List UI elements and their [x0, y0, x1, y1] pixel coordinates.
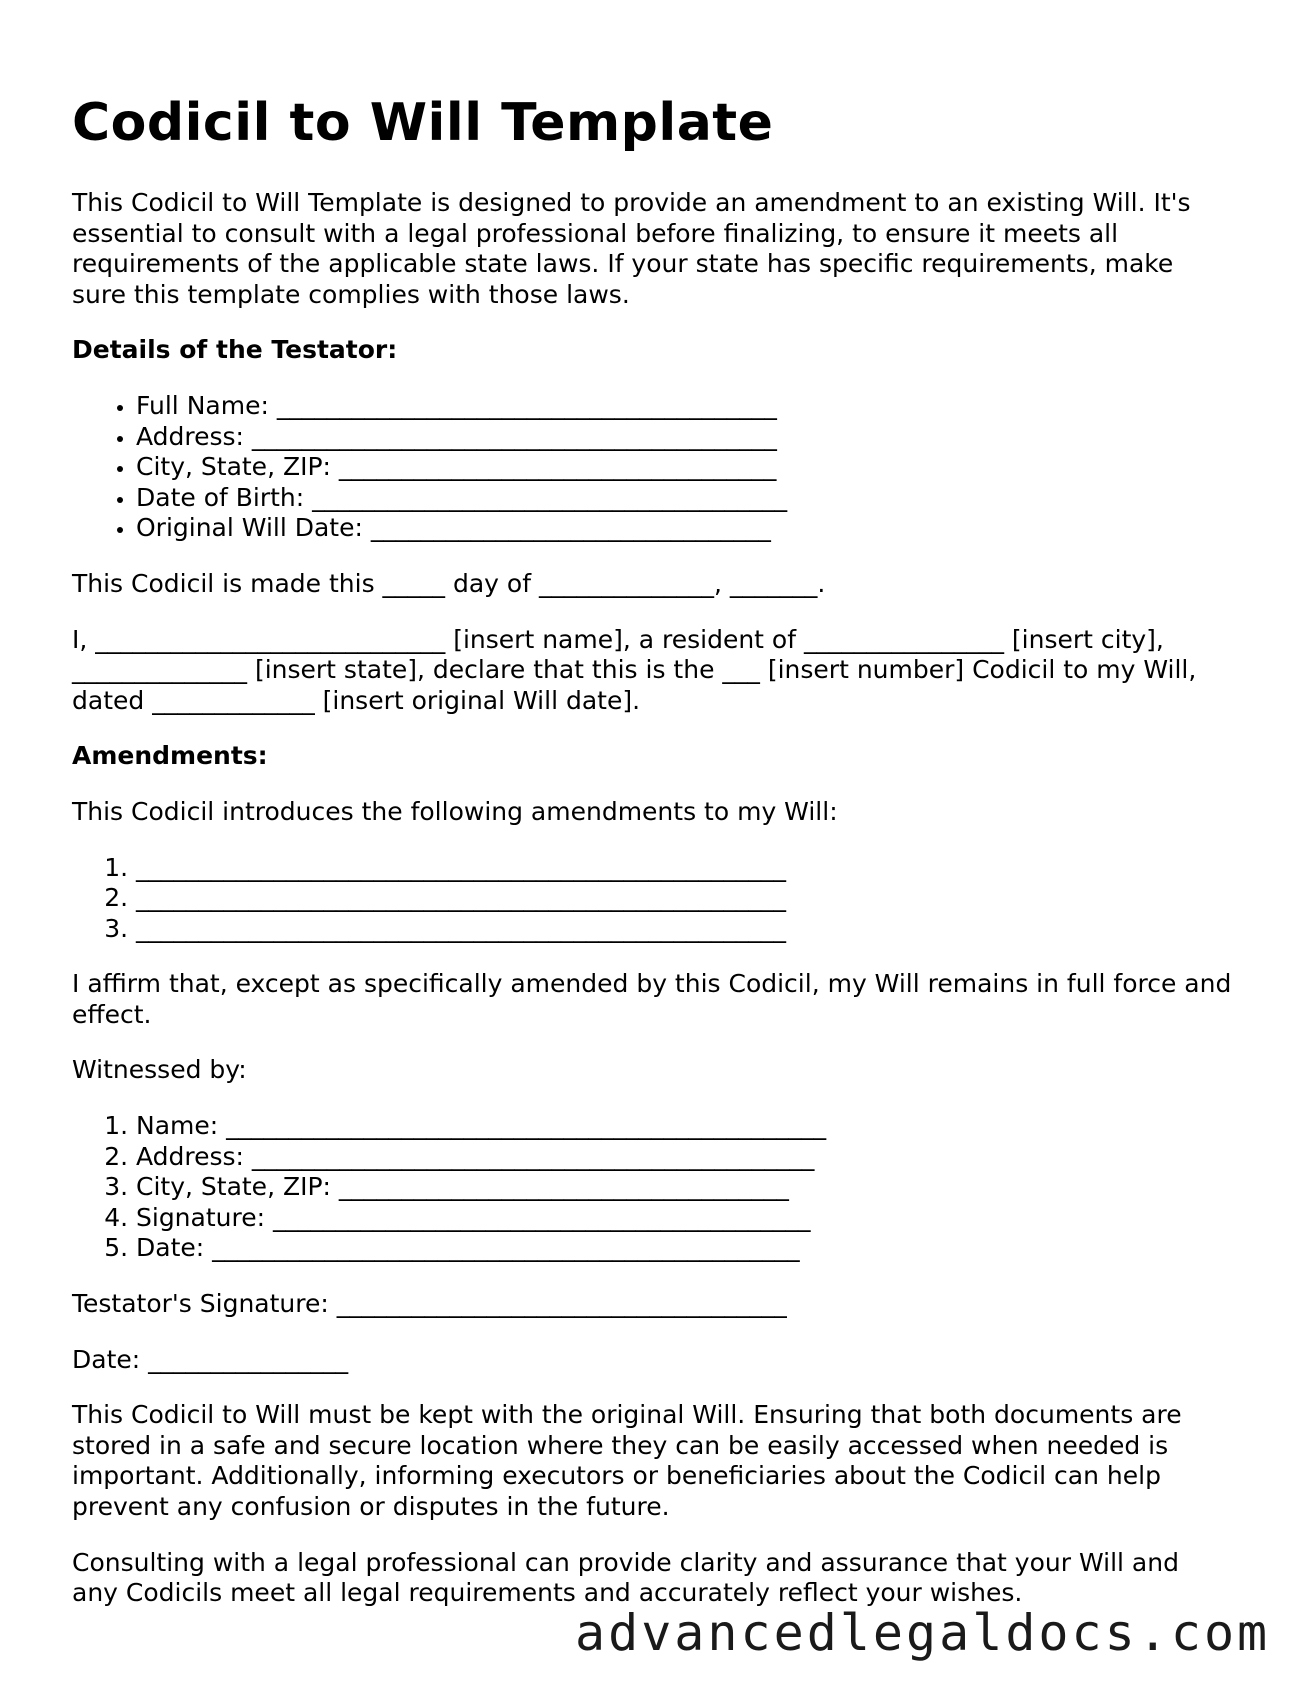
amendments-intro: This Codicil introduces the following amendments to my Will: [72, 796, 838, 826]
intro-paragraph: This Codicil to Will Template is designed to provide an amendment to an existing Will. It's essential to consult with a legal professional before finalizing, to ensure it meets all requirements of the applicable state laws. If your state has specific requirements, make sure this template complies with those laws. [72, 188, 1191, 309]
testator-details-list [72, 391, 1232, 544]
testator-address-field[interactable]: • Address: __________________________________________ [136, 422, 1232, 453]
testator-heading: Details of the Testator: [72, 335, 398, 365]
declaration-paragraph[interactable]: I, ____________________________ [insert name], a resident of ________________ [insert city], ______________ [insert state], declare that this is the ___ [insert number] Codicil to my Will, dated _____________ [insert original Will date]. [72, 624, 1197, 715]
witness-date-field[interactable]: 5. Date: _______________________________________________ [136, 1233, 1232, 1264]
testator-original-will-date-field[interactable]: • Original Will Date: ________________________________ [136, 513, 1232, 544]
testator-signature-line[interactable]: Testator's Signature: ____________________________________ [72, 1289, 787, 1319]
witness-name-field[interactable]: 1. Name: ________________________________________________ [136, 1111, 1232, 1142]
amendment-line[interactable]: 3. ____________________________________________________ [136, 914, 1232, 945]
amendment-line[interactable]: 1. ____________________________________________________ [136, 853, 1232, 884]
witness-list [72, 1111, 1232, 1264]
testator-city-state-zip-field[interactable]: • City, State, ZIP: ___________________________________ [136, 452, 1232, 483]
document-page [72, 88, 1232, 1634]
date-line[interactable]: Date: ________________ [72, 1344, 349, 1374]
watermark: advancedlegaldocs.com [575, 1604, 1271, 1662]
amendments-list [72, 853, 1232, 945]
page-title: Codicil to Will Template [72, 93, 774, 153]
amendments-heading: Amendments: [72, 741, 268, 771]
consult-note-paragraph: Consulting with a legal professional can provide clarity and assurance that your Will and any Codicils meet all legal requirements and accurately reflect your wishes. [72, 1547, 1179, 1608]
storage-note-paragraph: This Codicil to Will must be kept with the original Will. Ensuring that both documents are stored in a safe and secure location where they can be easily accessed when needed is important. Additionally, informing executors or beneficiaries about the Codicil can help prevent any confusion or disputes in the future. [72, 1400, 1182, 1521]
testator-full-name-field[interactable]: • Full Name: ________________________________________ [136, 391, 1232, 422]
witnessed-by-label: Witnessed by: [72, 1055, 247, 1085]
testator-date-of-birth-field[interactable]: • Date of Birth: ______________________________________ [136, 483, 1232, 514]
made-on-line[interactable]: This Codicil is made this _____ day of ______________, _______. [72, 568, 826, 598]
affirmation-paragraph: I affirm that, except as specifically amended by this Codicil, my Will remains in full force and effect. [72, 969, 1232, 1029]
witness-city-state-zip-field[interactable]: 3. City, State, ZIP: ____________________________________ [136, 1172, 1232, 1203]
amendment-line[interactable]: 2. ____________________________________________________ [136, 883, 1232, 914]
witness-signature-field[interactable]: 4. Signature: ___________________________________________ [136, 1203, 1232, 1234]
witness-address-field[interactable]: 2. Address: _____________________________________________ [136, 1142, 1232, 1173]
